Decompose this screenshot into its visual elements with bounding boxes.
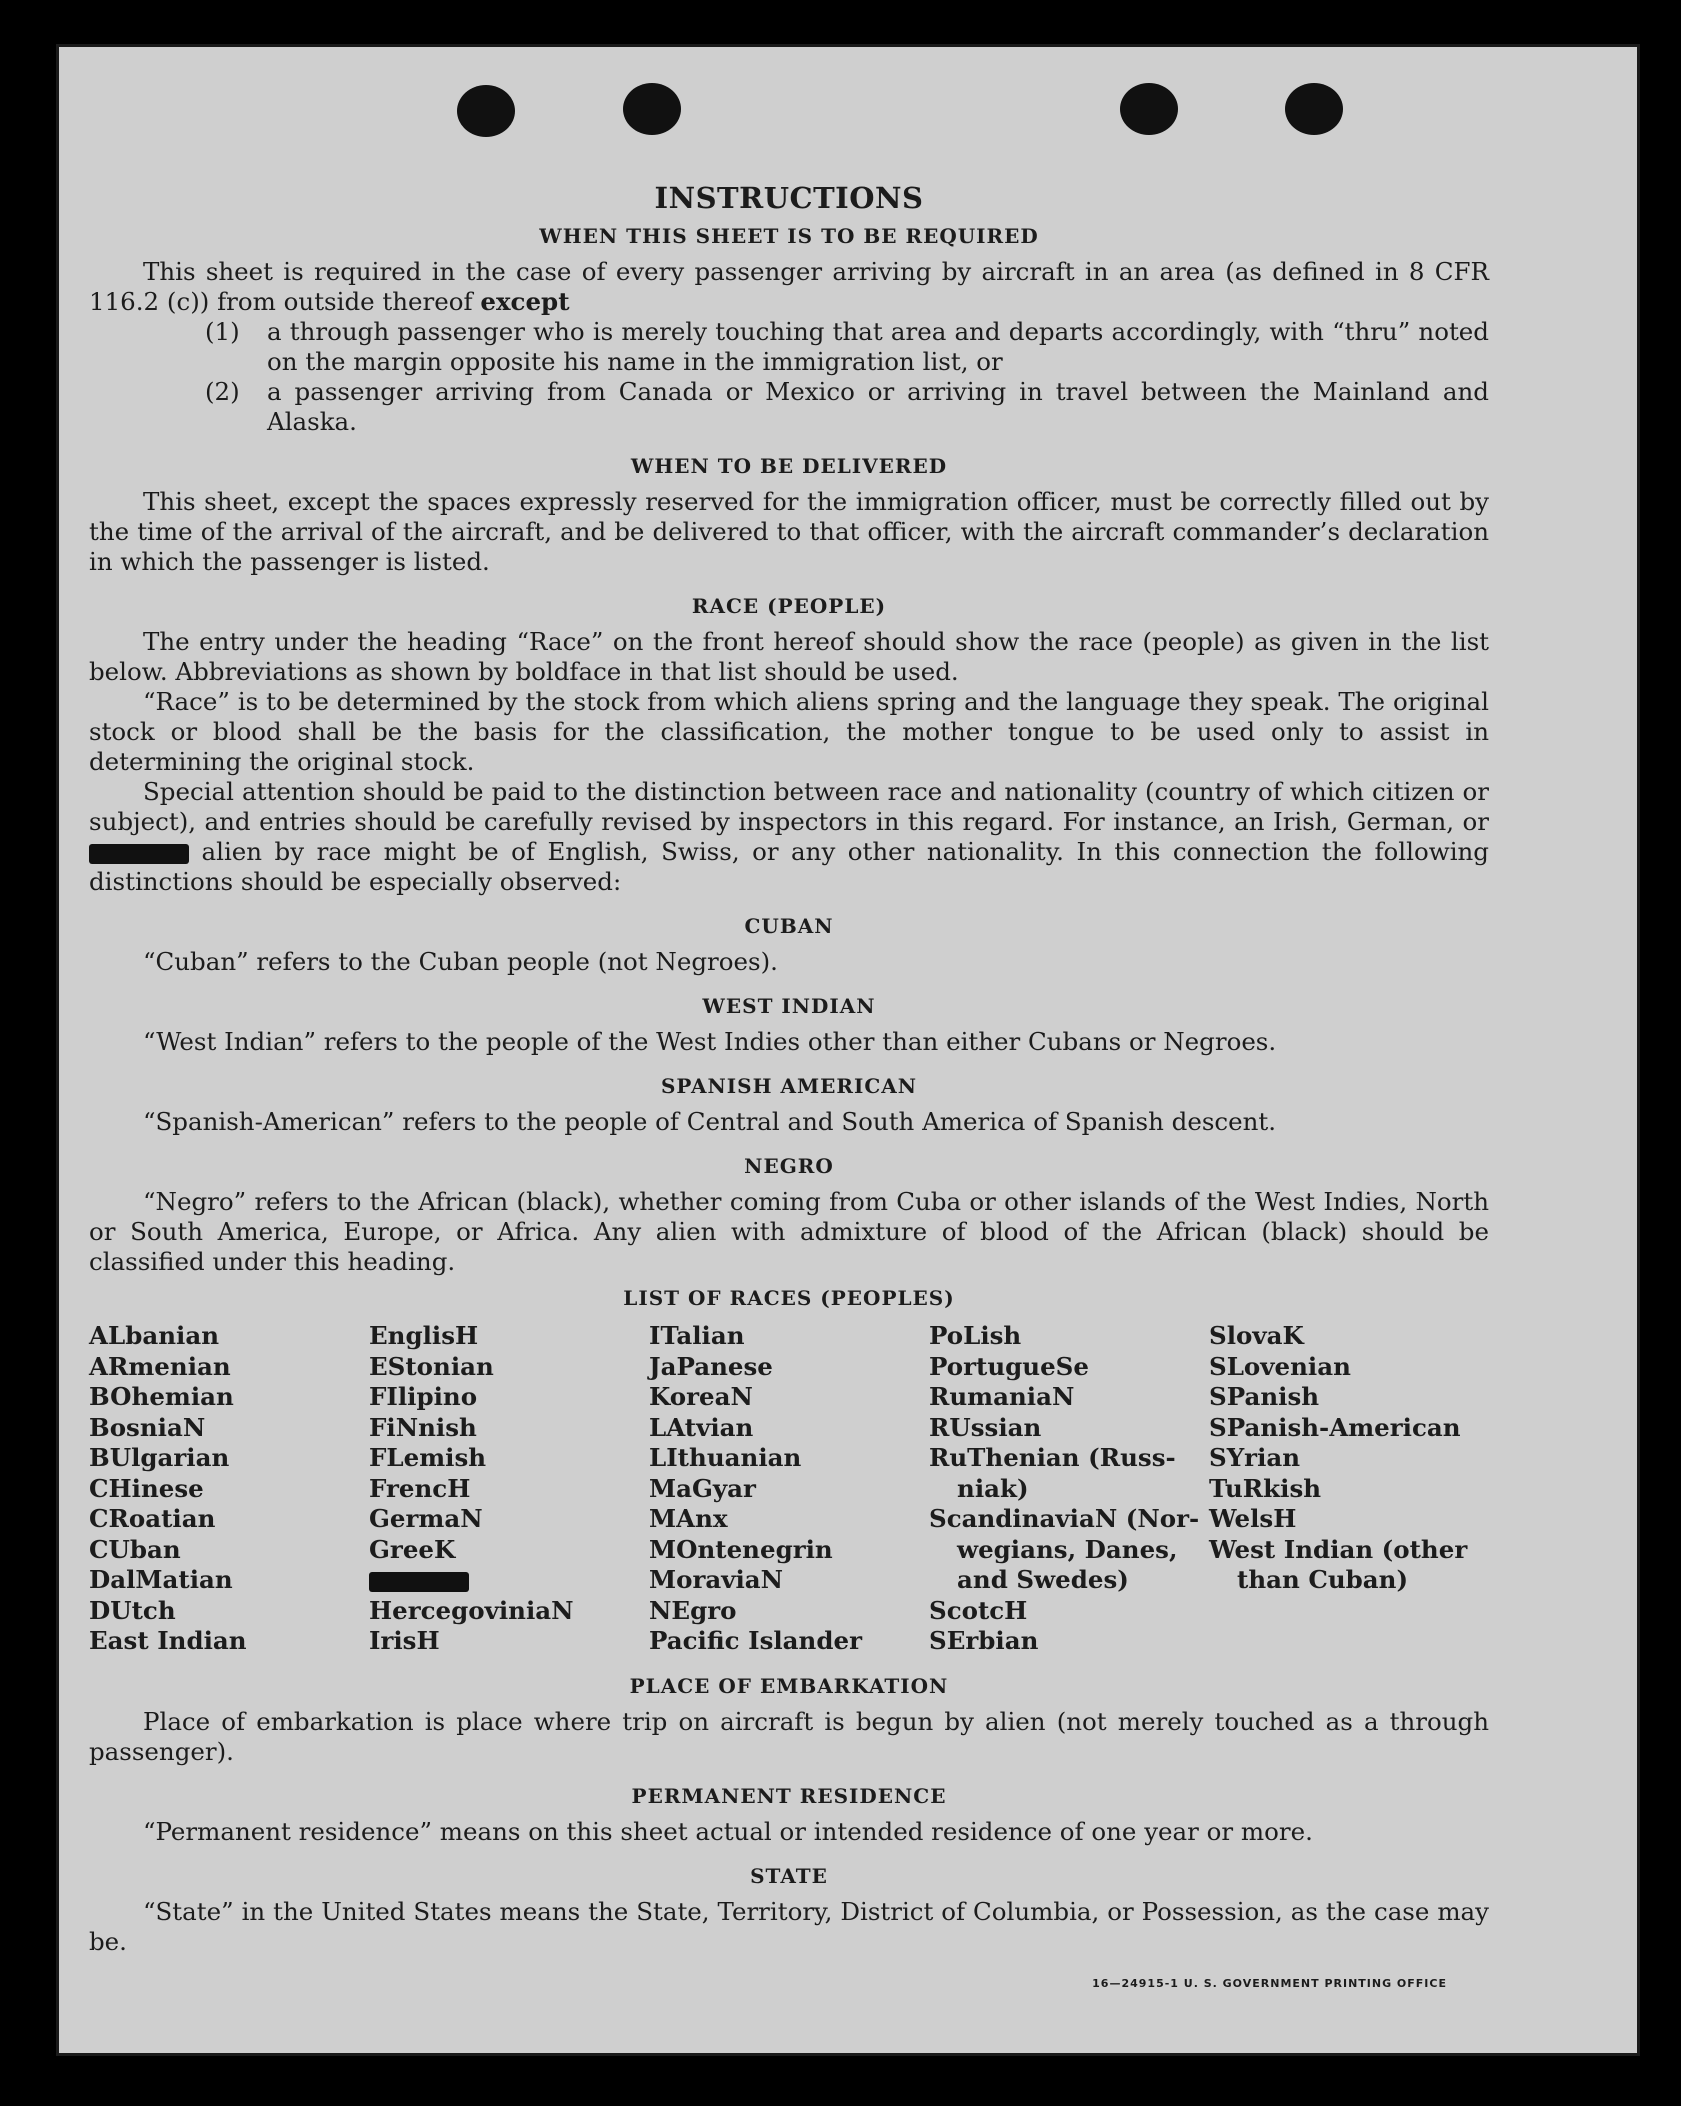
race-item: MAnx: [649, 1504, 728, 1533]
race-item: ITalian: [649, 1321, 745, 1350]
race-item-continued: niak): [957, 1473, 1029, 1503]
page-title: INSTRUCTIONS: [654, 181, 924, 215]
race-item: PortugueSe: [929, 1351, 1089, 1381]
paragraph: “Race” is to be determined by the stock from which aliens spring and the language they speak. The original stock or blood shall be the basis for the classification, the mother tongue to be used only to assist in determining the original stock.: [89, 687, 1489, 776]
race-item: FrencH: [369, 1473, 471, 1503]
item-number: (2): [205, 377, 240, 406]
race-item: FLemish: [369, 1443, 487, 1472]
race-item: SPanish-American: [1209, 1412, 1461, 1442]
paragraph: This sheet, except the spaces expressly reserved for the immigration officer, must be correctly filled out by the time of the arrival of the aircraft, and be delivered to that officer, with the aircraft commander’s declaration in which the passenger is listed.: [89, 487, 1489, 576]
paragraph-text: Special attention should be paid to the distinction between race and nationality (country of which citizen or subject), and entries should be carefully revised by inspectors in this regard. For instance, an Irish, German, or: [89, 777, 1489, 836]
paragraph: “Negro” refers to the African (black), whether coming from Cuba or other islands of the West Indies, North or South America, Europe, or Africa. Any alien with admixture of blood of the African (black) should be classified under this heading.: [89, 1187, 1489, 1276]
punch-hole: [623, 83, 681, 135]
section-heading: STATE: [750, 1863, 828, 1888]
section-heading: RACE (PEOPLE): [691, 594, 887, 618]
race-item: SYrian: [1209, 1443, 1301, 1472]
emphasis-text: except: [480, 287, 570, 316]
races-list: [89, 1321, 1489, 1657]
paragraph: “Spanish-American” refers to the people of Central and South America of Spanish descent.: [143, 1107, 1277, 1136]
race-item: BUlgarian: [89, 1443, 230, 1472]
race-item: NEgro: [649, 1595, 737, 1625]
item-text: a passenger arriving from Canada or Mexico or arriving in travel between the Mainland and Alaska.: [267, 377, 1489, 436]
item-text: a through passenger who is merely touching that area and departs accordingly, with “thru” noted on the margin opposite his name in the immigration list, or: [267, 317, 1489, 376]
race-item: CUban: [89, 1534, 181, 1564]
race-item: SPanish: [1209, 1382, 1320, 1411]
race-item: FiNnish: [369, 1412, 477, 1442]
instructions-body: [89, 183, 1489, 1957]
section-heading: PERMANENT RESIDENCE: [631, 1783, 947, 1808]
race-item: CRoatian: [89, 1504, 216, 1533]
list-item: [205, 317, 1489, 377]
race-item-continued: and Swedes): [957, 1565, 1129, 1594]
section-heading: LIST OF RACES (PEOPLES): [623, 1286, 955, 1310]
paragraph: “State” in the United States means the State, Territory, District of Columbia, or Possession, as the case may be.: [89, 1896, 1489, 1956]
race-item-continued: wegians, Danes,: [957, 1534, 1178, 1564]
paragraph-text: alien by race might be of English, Swiss, or any other nationality. In this connection the following distinctions should be especially observed:: [89, 837, 1489, 896]
race-item: ALbanian: [89, 1321, 220, 1350]
race-item: RUssian: [929, 1412, 1042, 1442]
punch-hole: [1120, 83, 1178, 135]
race-item: SlovaK: [1209, 1321, 1304, 1350]
race-item: SLovenian: [1209, 1351, 1351, 1381]
race-item: DUtch: [89, 1595, 176, 1625]
punch-hole: [1285, 83, 1343, 135]
section-heading: PLACE OF EMBARKATION: [629, 1673, 949, 1698]
race-item: ARmenian: [89, 1351, 231, 1381]
race-item: LAtvian: [649, 1412, 754, 1442]
item-number: (1): [205, 317, 240, 346]
section-heading: WHEN TO BE DELIVERED: [630, 454, 948, 478]
race-item: MOntenegrin: [649, 1534, 833, 1564]
paragraph: [89, 257, 1489, 317]
printer-imprint: 16—24915-1 U. S. GOVERNMENT PRINTING OFFICE: [1092, 1977, 1447, 1990]
races-column: [369, 1321, 649, 1657]
race-item: KoreaN: [649, 1382, 753, 1411]
race-item: JaPanese: [649, 1351, 773, 1381]
race-item: CHinese: [89, 1473, 204, 1503]
punch-hole: [457, 85, 515, 137]
list-item: [205, 377, 1489, 437]
paragraph: “West Indian” refers to the people of the West Indies other than either Cubans or Negroes.: [143, 1027, 1277, 1056]
section-heading: CUBAN: [744, 914, 834, 938]
paragraph-text: This sheet is required in the case of every passenger arriving by aircraft in an area (as defined in 8 CFR 116.2 (c)) from outside thereof: [89, 257, 1489, 316]
section-heading: NEGRO: [744, 1154, 834, 1178]
paragraph: The entry under the heading “Race” on the front hereof should show the race (people) as given in the list below. Abbreviations as shown by boldface in that list should be used.: [89, 627, 1489, 686]
race-item-redacted: [369, 1565, 649, 1596]
redaction-mark: [89, 844, 189, 864]
paragraph: [89, 777, 1489, 897]
redaction-mark: [369, 1572, 469, 1592]
race-item: ScotcH: [929, 1595, 1028, 1625]
race-item: GermaN: [369, 1504, 483, 1533]
section-heading: WEST INDIAN: [702, 994, 876, 1018]
race-item: SErbian: [929, 1626, 1039, 1655]
race-item: EnglisH: [369, 1321, 479, 1350]
race-item: LIthuanian: [649, 1443, 802, 1472]
races-column: [929, 1321, 1209, 1657]
race-item: IrisH: [369, 1626, 440, 1655]
paragraph: “Cuban” refers to the Cuban people (not Negroes).: [143, 947, 778, 976]
section-heading: SPANISH AMERICAN: [660, 1074, 918, 1098]
races-column: [89, 1321, 369, 1657]
race-item: East Indian: [89, 1626, 247, 1655]
race-item: BosniaN: [89, 1412, 206, 1442]
race-item: FIlipino: [369, 1382, 478, 1411]
races-column: [1209, 1321, 1489, 1657]
paragraph: Place of embarkation is place where trip on aircraft is begun by alien (not merely touched as a through passenger).: [89, 1706, 1489, 1766]
race-item: HercegoviniaN: [369, 1595, 574, 1625]
race-item: RumaniaN: [929, 1382, 1075, 1411]
race-item: MoraviaN: [649, 1565, 784, 1594]
document-sheet: [56, 44, 1640, 2056]
section-heading: WHEN THIS SHEET IS TO BE REQUIRED: [539, 224, 1039, 248]
race-item: BOhemian: [89, 1382, 234, 1411]
race-item: PoLish: [929, 1321, 1022, 1350]
race-item: GreeK: [369, 1534, 456, 1564]
paragraph: “Permanent residence” means on this sheet actual or intended residence of one year or more.: [143, 1816, 1313, 1846]
race-item: TuRkish: [1209, 1473, 1322, 1503]
race-item: RuThenian (Russ-: [929, 1443, 1176, 1472]
race-item: EStonian: [369, 1351, 494, 1381]
race-item: West Indian (other: [1209, 1534, 1468, 1564]
race-item: WelsH: [1209, 1504, 1297, 1533]
race-item-continued: than Cuban): [1237, 1565, 1409, 1594]
race-item: MaGyar: [649, 1473, 756, 1503]
race-item: DalMatian: [89, 1565, 233, 1594]
races-column: [649, 1321, 929, 1657]
race-item: Pacific Islander: [649, 1626, 862, 1655]
race-item: ScandinaviaN (Nor-: [929, 1504, 1200, 1533]
